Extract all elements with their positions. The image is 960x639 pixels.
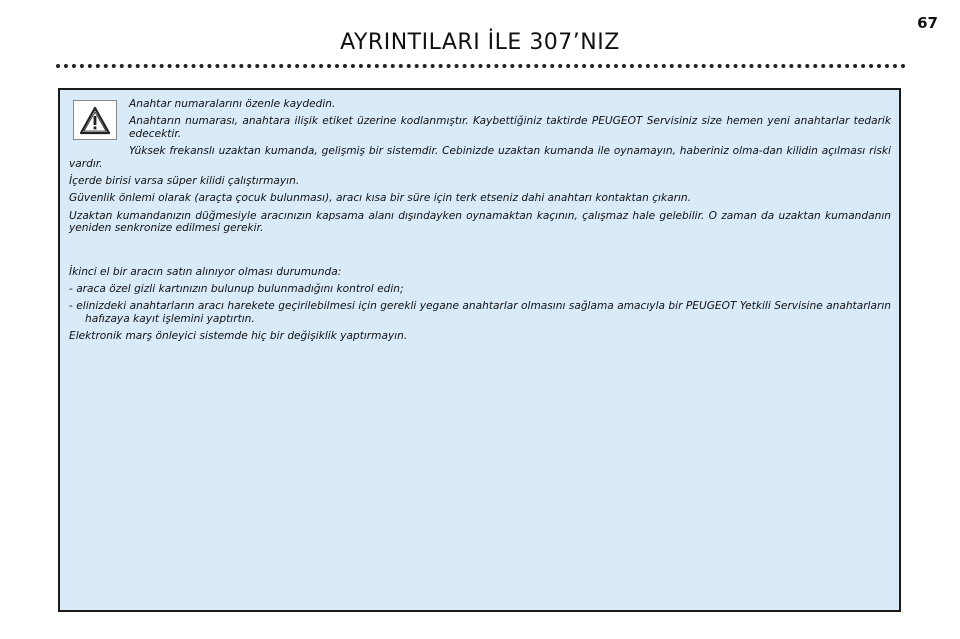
paragraph: Anahtarın numarası, anahtara ilişik etiket üzerine kodlanmıştır. Kaybettiğiniz taktirde PEUGEOT Servisiniz size hemen yeni anahtarlar tedarik edecektir. — [129, 115, 891, 140]
panel-text — [69, 98, 891, 348]
list-item: - elinizdeki anahtarların aracı harekete geçirilebilmesi için gerekli yegane anahtarlar olmasını sağlama amacıyla bir PEUGEOT Yetkili Servisine anahtarların hafızaya kayıt işlemini yaptırtın. — [69, 300, 891, 325]
paragraph: İkinci el bir aracın satın alınıyor olması durumunda: — [69, 265, 342, 278]
page-title: AYRINTILARI İLE 307’NIZ — [340, 30, 620, 55]
paragraph: Uzaktan kumandanızın düğmesiyle aracınızın kapsama alanı dışındayken oynamaktan kaçının, çalışmaz hale gelebilir. O zaman da uzaktan kumandanın yeniden senkronize edilmesi gerekir. — [69, 209, 891, 235]
paragraph: İçerde birisi varsa süper kilidi çalıştırmayın. — [69, 175, 300, 188]
paragraph: Güvenlik önlemi olarak (araçta çocuk bulunması), aracı kısa bir süre için terk etseniz dahi anahtarı kontaktan çıkarın. — [69, 192, 691, 205]
list-item: - araca özel gizli kartınızın bulunup bulunmadığını kontrol edin; — [69, 283, 404, 296]
paragraph: Anahtar numaralarını özenle kaydedin. — [129, 98, 336, 110]
paragraph: Yüksek frekanslı uzaktan kumanda, gelişmiş bir sistemdir. Cebinizde uzaktan kumanda ile oynamayın, haberiniz olma-dan kilidin açılması riski vardır. — [69, 145, 891, 170]
paragraph: Elektronik marş önleyici sistemde hiç bir değişiklik yaptırmayın. — [69, 330, 408, 343]
dotted-divider — [56, 64, 906, 68]
page-number: 67 — [917, 14, 938, 32]
warning-panel — [58, 88, 901, 612]
